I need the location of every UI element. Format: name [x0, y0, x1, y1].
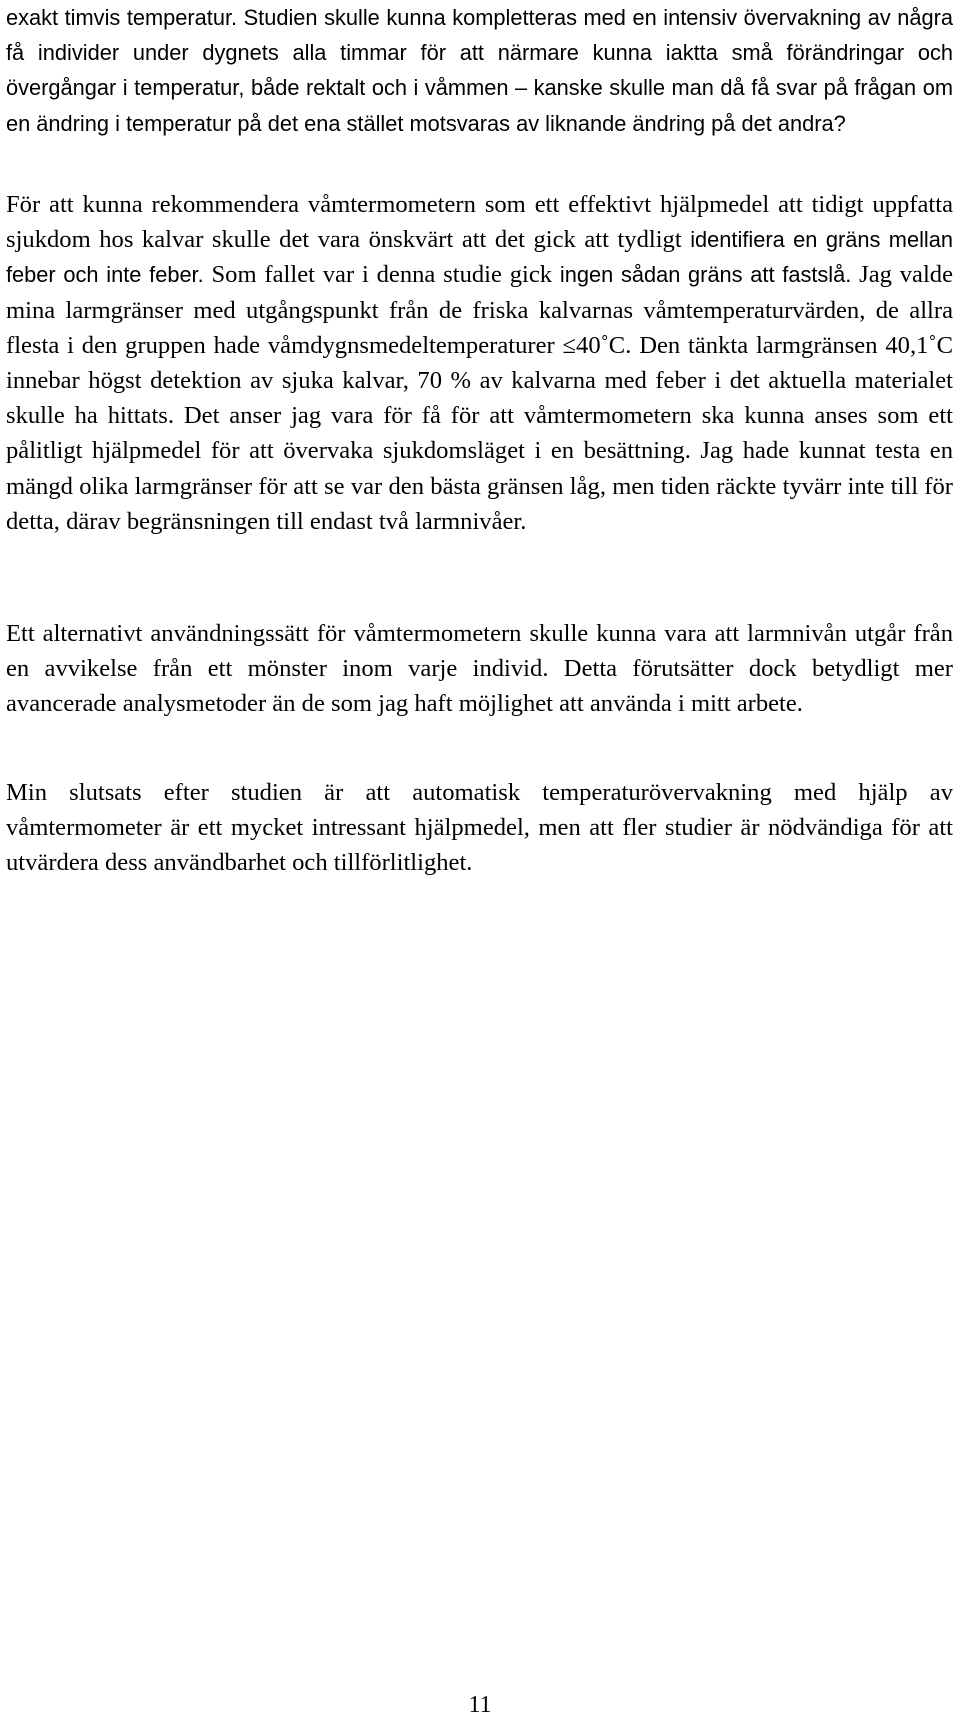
paragraph-1-lead: exakt timvis temperatur. — [6, 5, 238, 30]
paragraph-2 — [6, 187, 953, 539]
paragraph-3: Ett alternativt användningssätt för våmtermometern skulle kunna vara att larmnivån utgår från en avvikelse från ett mönster inom varje individ. Detta förutsätter dock betydligt mer avancerade analysmetoder än de som jag haft möjlighet att använda i mitt arbete. — [6, 620, 953, 718]
paragraph-1 — [6, 0, 953, 141]
paragraph-2-sans-1: identifiera en gräns mellan feber och inte feber. — [6, 227, 954, 288]
paragraph-2-body: Jag valde mina larmgränser med utgångspunkt från de friska kalvarnas våmtemperaturvärden, de allra flesta i den gruppen hade våmdygnsmedeltemperaturer ≤40˚C. Den tänkta larmgränsen 40,1˚C innebar högst detektion av sjuka kalvar, 70 % av kalvarna med feber i det aktuella materialet skulle ha hittats. Det anser jag vara för få för att våmtermometern ska kunna anses som ett pålitligt hjälpmedel för att övervaka sjukdomsläget i en besättning. Jag hade kunnat testa en mängd olika larmgränser för att se var den bästa gränsen låg, men tiden räckte tyvärr inte till för detta, därav begränsningen till endast två larmnivåer. — [6, 261, 954, 535]
paragraph-4: Min slutsats efter studien är att automatisk temperaturövervakning med hjälp av våmtermometer är ett mycket intressant hjälpmedel, men att fler studier är nödvändiga för att utvärdera dess användbarhet och tillförlitlighet. — [6, 779, 953, 877]
paragraph-1-body: Studien skulle kunna kompletteras med en intensiv övervakning av några få individer under dygnets alla timmar för att närmare kunna iaktta små förändringar och övergångar i temperatur, både rektalt och i våmmen – kanske skulle man då få svar på frågan om en ändring i temperatur på det ena stället motsvaras av liknande ändring på det andra? — [6, 5, 953, 136]
paragraph-2-intro: För att kunna rekommendera våmtermometern som ett effektivt hjälpmedel att tidigt uppfatta sjukdom hos kalvar skulle det vara önskvärt att det gick att tydligt — [6, 191, 953, 254]
paragraph-2-serif-1: Som fallet var i denna studie gick — [203, 261, 560, 289]
page-number: 11 — [468, 1692, 492, 1718]
paragraph-2-sans-2: ingen sådan gräns att fastslå. — [559, 262, 852, 288]
